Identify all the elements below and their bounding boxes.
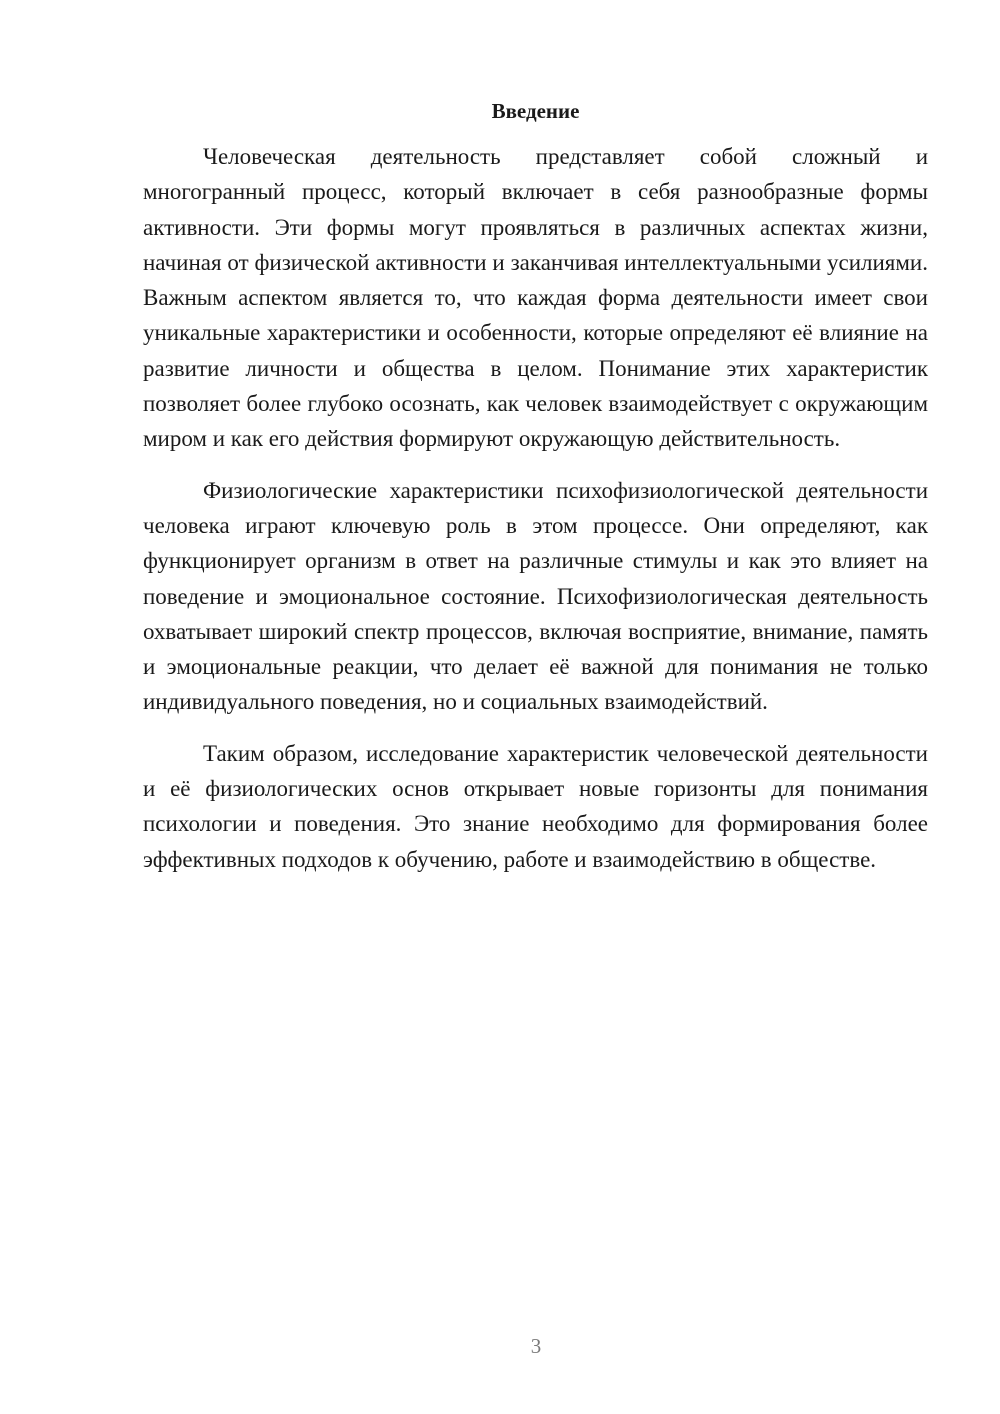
paragraph-1: Человеческая деятельность представляет собой сложный и многогранный процесс, который включает в себя разнообразные формы активности. Эти формы могут проявляться в различных аспектах жизни, начиная от физической активности и заканчивая интеллектуальными усилиями. Важным аспектом является то, что каждая форма деятельности имеет свои уникальные характеристики и особенности, которые определяют её влияние на развитие личности и общества в целом. Понимание этих характеристик позволяет более глубоко осознать, как человек взаимодействует с окружающим миром и как его действия формируют окружающую действительность. <box>143 144 928 452</box>
section-title: Введение <box>491 99 580 123</box>
page-number: 3 <box>530 1334 542 1358</box>
page-content <box>143 96 928 893</box>
paragraph-3: Таким образом, исследование характеристик человеческой деятельности и её физиологических основ открывает новые горизонты для понимания психологии и поведения. Это знание необходимо для формирования более эффективных подходов к обучению, работе и взаимодействию в обществе. <box>143 740 928 872</box>
paragraph-2: Физиологические характеристики психофизиологической деятельности человека играют ключевую роль в этом процессе. Они определяют, как функционирует организм в ответ на различные стимулы и как это влияет на поведение и эмоциональное состояние. Психофизиологическая деятельность охватывает широкий спектр процессов, включая восприятие, внимание, память и эмоциональные реакции, что делает её важной для понимания не только индивидуального поведения, но и социальных взаимодействий. <box>143 477 928 715</box>
